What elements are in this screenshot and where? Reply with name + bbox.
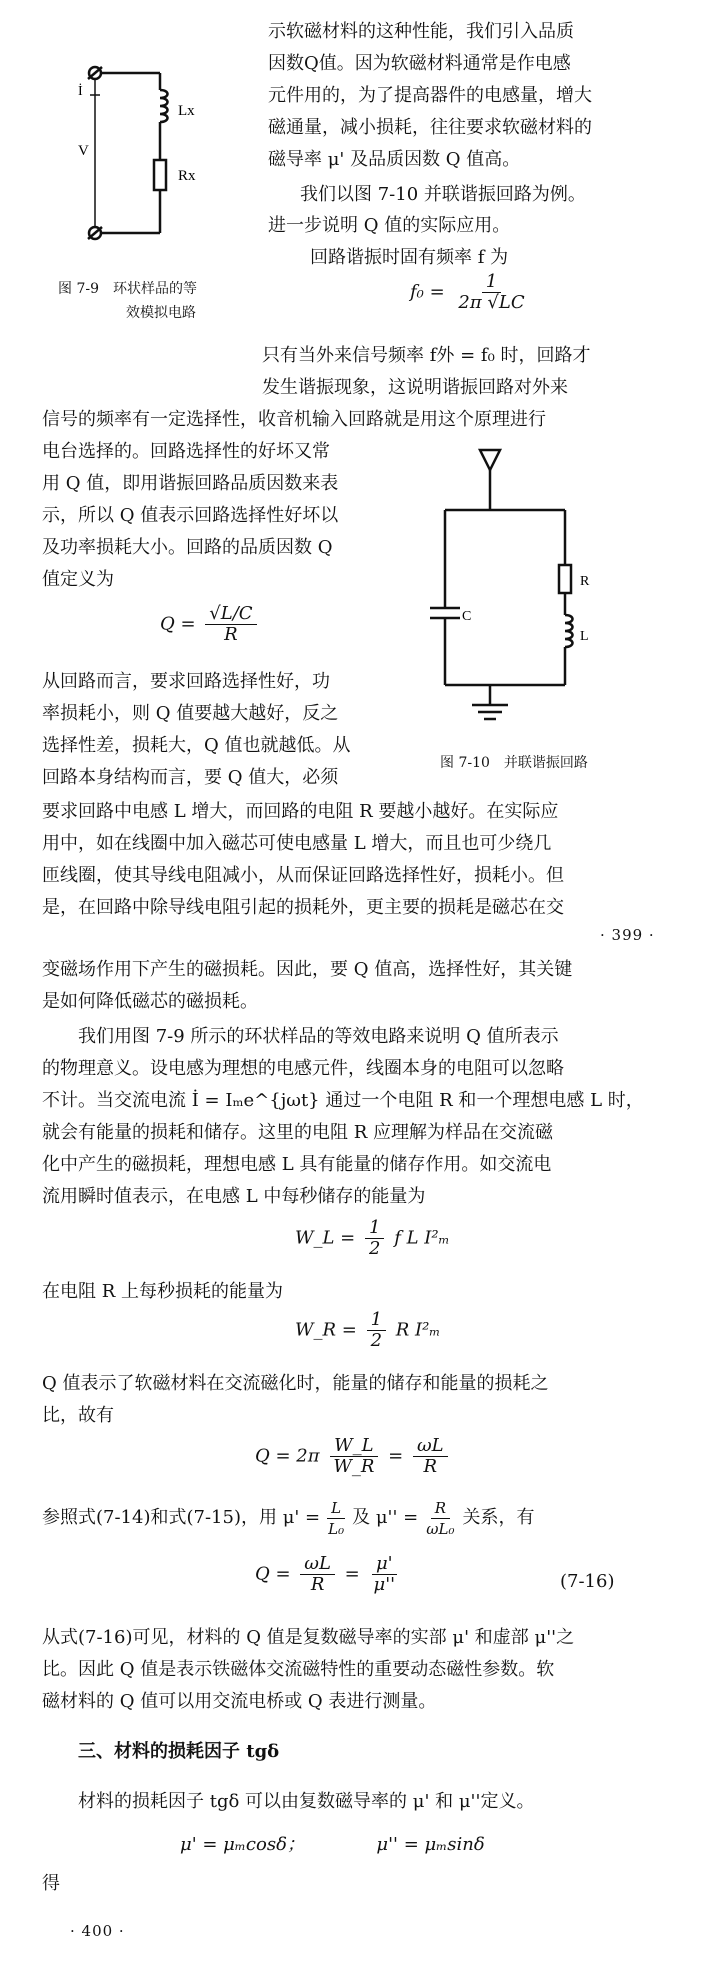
ref-pre: 参照式(7-14)和式(7-15)，用 μ' = (42, 1507, 321, 1528)
text-line: 用中，如在线圈中加入磁芯可使电感量 L 增大，而且也可少绕几 (42, 833, 552, 854)
eq-lhs: Q = 2π (255, 1445, 320, 1467)
text-line: 回路本身结构而言，要 Q 值大，必须 (42, 767, 339, 788)
fig79-caption-line2: 效模拟电路 (126, 305, 196, 321)
text-line: 要求回路中电感 L 增大，而回路的电阻 R 要越小越好。在实际应 (42, 801, 559, 822)
text-line: Q 值表示了软磁材料在交流磁化时，能量的储存和能量的损耗之 (42, 1373, 549, 1394)
fig710-l-label: L (580, 629, 589, 644)
fig79-lx-label: Lx (178, 103, 195, 119)
text-line: 材料的损耗因子 tgδ 可以由复数磁导率的 μ' 和 μ''定义。 (78, 1791, 535, 1812)
eq-mid: = (344, 1563, 360, 1585)
text-line: 化中产生的磁损耗，理想电感 L 具有能量的储存作用。如交流电 (42, 1154, 552, 1175)
eq-den: R (224, 624, 238, 645)
text-line: 用 Q 值，即用谐振回路品质因数来表 (42, 473, 339, 494)
eq-num: μ' (372, 1554, 397, 1575)
eq-num: ωL (413, 1436, 448, 1457)
eq-lhs: f₀ = (410, 281, 445, 303)
text-line: 的物理意义。设电感为理想的电感元件，线圈本身的电阻可以忽略 (42, 1058, 564, 1079)
eq-num: 1 (367, 1310, 386, 1331)
eq-lhs: Q = (160, 613, 196, 635)
eq-rhs: f L I²ₘ (394, 1227, 450, 1249)
text-line: 磁通量，减小损耗，往往要求软磁材料的 (268, 117, 592, 138)
text-line: 匝线圈，使其导线电阻减小，从而保证回路选择性好，损耗小。但 (42, 865, 564, 886)
text-line: 磁材料的 Q 值可以用交流电桥或 Q 表进行测量。 (42, 1691, 437, 1712)
eq-den: 2π √LC (458, 292, 525, 313)
equation-q-ratio (255, 1436, 452, 1477)
eq-num: 1 (365, 1218, 384, 1239)
reference-line (42, 1494, 534, 1542)
eq-den: μ'' (373, 1574, 396, 1595)
eq-right: μ'' = μₘsinδ (376, 1834, 485, 1855)
equation-f0 (410, 272, 533, 313)
text-line: 是，在回路中除导线电阻引起的损耗外，更主要的损耗是磁芯在交 (42, 897, 564, 918)
eq-den: 2 (369, 1238, 381, 1259)
text-line: 发生谐振现象，这说明谐振回路对外来 (262, 377, 568, 398)
fig79-caption-line1: 图 7-9 环状样品的等 (58, 281, 197, 297)
figure-7-9-circuit (60, 55, 230, 255)
section-heading: 三、材料的损耗因子 tgδ (78, 1741, 280, 1762)
text-line: 是如何降低磁芯的磁损耗。 (42, 991, 258, 1012)
text-line: 从式(7-16)可见，材料的 Q 值是复数磁导率的实部 μ' 和虚部 μ''之 (42, 1627, 575, 1648)
eq-num: L (327, 1498, 345, 1519)
equation-7-16 (255, 1554, 403, 1595)
fig79-current-label: İ (78, 84, 83, 99)
text-line: 只有当外来信号频率 f外 = f₀ 时，回路才 (262, 345, 591, 366)
eq-num: R (431, 1498, 450, 1519)
fig710-c-label: C (462, 609, 472, 624)
eq-den: W_R (333, 1456, 375, 1477)
eq-num: W_L (330, 1436, 377, 1457)
equation-wl (295, 1218, 450, 1259)
eq-den: R (310, 1574, 325, 1595)
text-line: 比。因此 Q 值是表示铁磁体交流磁特性的重要动态磁性参数。软 (42, 1659, 555, 1680)
eq-den: L₀ (328, 1519, 345, 1538)
eq-num: ωL (300, 1554, 335, 1575)
eq-lhs: W_L = (295, 1227, 356, 1249)
ref-post: 关系，有 (462, 1507, 535, 1528)
equation-mu (180, 1830, 485, 1856)
text-line: 因数Q值。因为软磁材料通常是作电感 (268, 53, 571, 74)
figure-7-10-circuit (420, 440, 630, 740)
text-line: 我们用图 7-9 所示的环状样品的等效电路来说明 Q 值所表示 (78, 1026, 559, 1047)
text-line: 进一步说明 Q 值的实际应用。 (268, 215, 511, 236)
text-line: 回路谐振时固有频率 f 为 (310, 247, 509, 268)
eq-den: R (423, 1456, 438, 1477)
text-line: 值定义为 (42, 569, 114, 590)
eq-lhs: W_R = (295, 1319, 357, 1341)
eq-mid: = (388, 1445, 404, 1467)
text-line: 元件用的，为了提高器件的电感量，增大 (268, 85, 592, 106)
text-line: 信号的频率有一定选择性，收音机输入回路就是用这个原理进行 (42, 409, 546, 430)
equation-q (160, 604, 261, 645)
text-line: 变磁场作用下产生的磁损耗。因此，要 Q 值高，选择性好，其关键 (42, 959, 573, 980)
equation-tag: (7-16) (560, 1571, 615, 1592)
text-line: 得 (42, 1873, 60, 1894)
eq-num: 1 (482, 272, 501, 293)
fig710-caption: 图 7-10 并联谐振回路 (440, 755, 588, 771)
text-line: 选择性差，损耗大，Q 值也就越低。从 (42, 735, 351, 756)
eq-lhs: Q = (255, 1563, 291, 1585)
eq-den: 2 (370, 1330, 383, 1351)
text-line: 流用瞬时值表示，在电感 L 中每秒储存的能量为 (42, 1186, 426, 1207)
text-line: 磁导率 μ' 及品质因数 Q 值高。 (268, 149, 521, 170)
text-line: 比，故有 (42, 1405, 114, 1426)
text-line: 从回路而言，要求回路选择性好，功 (42, 671, 330, 692)
page-number-400: · 400 · (70, 1922, 125, 1940)
page-number-399: · 399 · (600, 926, 655, 944)
equation-wr (295, 1310, 440, 1351)
fig79-rx-label: Rx (178, 168, 196, 184)
eq-num: √L/C (205, 604, 256, 625)
text-line: 电台选择的。回路选择性的好坏又常 (42, 441, 330, 462)
text-line: 及功率损耗大小。回路的品质因数 Q (42, 537, 333, 558)
text-line: 就会有能量的损耗和储存。这里的电阻 R 应理解为样品在交流磁 (42, 1122, 553, 1143)
ref-mid: 及 μ'' = (352, 1507, 419, 1528)
text-line: 我们以图 7-10 并联谐振回路为例。 (300, 184, 586, 205)
eq-den: ωL₀ (426, 1519, 455, 1538)
fig79-voltage-label: V (78, 143, 89, 159)
fig710-r-label: R (580, 574, 590, 589)
text-line: 率损耗小，则 Q 值要越大越好，反之 (42, 703, 339, 724)
eq-left: μ' = μₘcosδ； (180, 1834, 305, 1855)
text-line: 在电阻 R 上每秒损耗的能量为 (42, 1281, 283, 1302)
text-line: 不计。当交流电流 İ = Iₘe^{jωt} 通过一个电阻 R 和一个理想电感 L 时， (42, 1090, 644, 1111)
text-line: 示软磁材料的这种性能，我们引入品质 (268, 21, 574, 42)
eq-rhs: R I²ₘ (395, 1319, 441, 1341)
text-line: 示，所以 Q 值表示回路选择性好坏以 (42, 505, 339, 526)
